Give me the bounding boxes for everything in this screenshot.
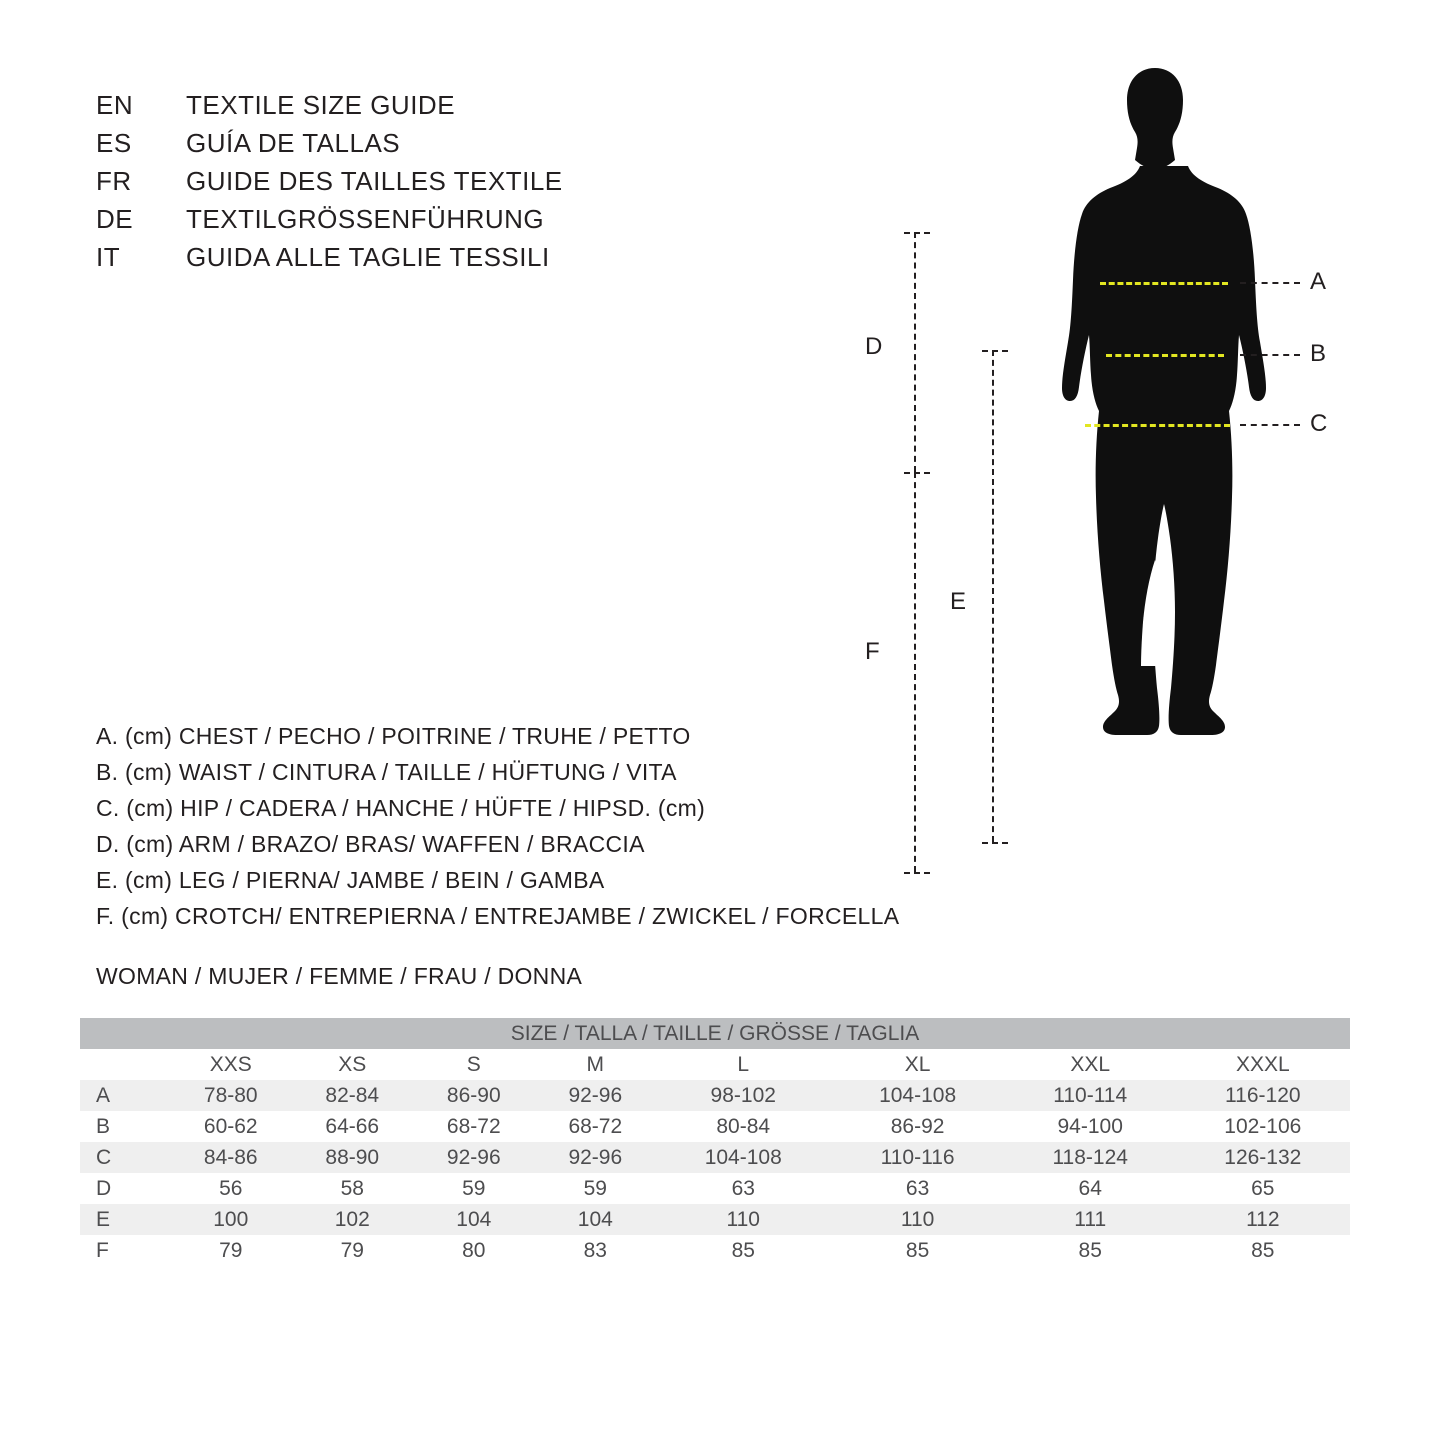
table-header-xxl: XXL: [1005, 1049, 1176, 1080]
row-label-e: E: [80, 1204, 170, 1235]
cell-a-xxs: 78-80: [170, 1080, 292, 1111]
woman-silhouette-icon: [1040, 60, 1270, 890]
table-row: [80, 1235, 1350, 1266]
waist-leader-line: [1240, 354, 1300, 356]
title-lang-it: IT: [96, 242, 121, 272]
row-label-d: D: [80, 1173, 170, 1204]
cell-c-s: 92-96: [413, 1142, 535, 1173]
leg-measure-bar: [992, 350, 994, 842]
cell-a-xxl: 110-114: [1005, 1080, 1176, 1111]
cell-b-xxl: 94-100: [1005, 1111, 1176, 1142]
label-crotch: F: [865, 638, 880, 665]
table-header-s: S: [413, 1049, 535, 1080]
legend-item-chest: A. (cm) CHEST / PECHO / POITRINE / TRUHE / PETTO: [96, 723, 691, 749]
row-label-a: A: [80, 1080, 170, 1111]
chest-measure-line: [1100, 282, 1228, 285]
table-row: [80, 1173, 1350, 1204]
table-row: [80, 1080, 1350, 1111]
cell-d-xxxl: 65: [1176, 1173, 1350, 1204]
table-header-xxs: XXS: [170, 1049, 292, 1080]
cell-e-xs: 102: [292, 1204, 414, 1235]
cell-e-xxs: 100: [170, 1204, 292, 1235]
cell-a-xxxl: 116-120: [1176, 1080, 1350, 1111]
cell-b-s: 68-72: [413, 1111, 535, 1142]
cell-e-xxl: 111: [1005, 1204, 1176, 1235]
cell-d-xs: 58: [292, 1173, 414, 1204]
label-arm: D: [865, 333, 883, 360]
cell-f-xs: 79: [292, 1235, 414, 1266]
cell-a-s: 86-90: [413, 1080, 535, 1111]
legend-item-waist: B. (cm) WAIST / CINTURA / TAILLE / HÜFTUNG / VITA: [96, 759, 677, 785]
cell-d-l: 63: [656, 1173, 830, 1204]
table-row: [80, 1204, 1350, 1235]
measurement-legend: [96, 723, 899, 939]
table-band-label: SIZE / TALLA / TAILLE / GRÖSSE / TAGLIA: [80, 1018, 1350, 1049]
waist-measure-line: [1106, 354, 1224, 357]
legend-item-arm: D. (cm) ARM / BRAZO/ BRAS/ WAFFEN / BRACCIA: [96, 831, 645, 857]
cell-b-m: 68-72: [535, 1111, 657, 1142]
hip-leader-line: [1240, 424, 1300, 426]
crotch-measure-bar: [914, 472, 916, 872]
cell-d-m: 59: [535, 1173, 657, 1204]
cell-b-xl: 86-92: [830, 1111, 1004, 1142]
cell-f-s: 80: [413, 1235, 535, 1266]
table-band-header: [80, 1018, 1350, 1049]
cell-a-m: 92-96: [535, 1080, 657, 1111]
cell-a-l: 98-102: [656, 1080, 830, 1111]
body-measurement-diagram: [840, 60, 1400, 910]
cell-e-m: 104: [535, 1204, 657, 1235]
table-row: [80, 1111, 1350, 1142]
cell-e-xl: 110: [830, 1204, 1004, 1235]
legend-item-leg: E. (cm) LEG / PIERNA/ JAMBE / BEIN / GAMBA: [96, 867, 605, 893]
title-row: [96, 166, 563, 204]
cell-f-xxxl: 85: [1176, 1235, 1350, 1266]
cell-b-l: 80-84: [656, 1111, 830, 1142]
size-table-wrap: [80, 1018, 1350, 1266]
cell-a-xs: 82-84: [292, 1080, 414, 1111]
chest-leader-line: [1240, 282, 1300, 284]
cell-f-m: 83: [535, 1235, 657, 1266]
table-header-blank: [80, 1049, 170, 1080]
title-lang-en: EN: [96, 90, 134, 120]
title-text-es: GUÍA DE TALLAS: [186, 128, 401, 158]
cell-f-l: 85: [656, 1235, 830, 1266]
cell-f-xxs: 79: [170, 1235, 292, 1266]
table-header-l: L: [656, 1049, 830, 1080]
cell-f-xxl: 85: [1005, 1235, 1176, 1266]
table-header-m: M: [535, 1049, 657, 1080]
row-label-c: C: [80, 1142, 170, 1173]
title-text-en: TEXTILE SIZE GUIDE: [186, 90, 456, 120]
row-label-f: F: [80, 1235, 170, 1266]
cell-d-s: 59: [413, 1173, 535, 1204]
title-row: [96, 128, 563, 166]
cell-e-s: 104: [413, 1204, 535, 1235]
title-lang-de: DE: [96, 204, 134, 234]
label-chest: A: [1310, 268, 1327, 295]
title-text-de: TEXTILGRÖSSENFÜHRUNG: [186, 204, 545, 234]
cell-d-xxs: 56: [170, 1173, 292, 1204]
title-row: [96, 204, 563, 242]
title-text-fr: GUIDE DES TAILLES TEXTILE: [186, 166, 563, 196]
arm-measure-cap-bottom: [904, 472, 930, 474]
legend-item-crotch: F. (cm) CROTCH/ ENTREPIERNA / ENTREJAMBE / ZWICKEL / FORCELLA: [96, 903, 900, 929]
label-leg: E: [950, 588, 967, 615]
cell-c-xxl: 118-124: [1005, 1142, 1176, 1173]
cell-a-xl: 104-108: [830, 1080, 1004, 1111]
table-row: [80, 1142, 1350, 1173]
table-header-xs: XS: [292, 1049, 414, 1080]
category-label: WOMAN / MUJER / FEMME / FRAU / DONNA: [96, 963, 583, 989]
label-waist: B: [1310, 340, 1327, 367]
cell-b-xxxl: 102-106: [1176, 1111, 1350, 1142]
cell-c-xxxl: 126-132: [1176, 1142, 1350, 1173]
cell-c-m: 92-96: [535, 1142, 657, 1173]
hip-measure-line: [1085, 424, 1230, 427]
cell-e-l: 110: [656, 1204, 830, 1235]
table-header-xl: XL: [830, 1049, 1004, 1080]
arm-measure-bar: [914, 232, 916, 472]
title-lang-fr: FR: [96, 166, 132, 196]
cell-b-xxs: 60-62: [170, 1111, 292, 1142]
title-row: [96, 90, 563, 128]
cell-c-l: 104-108: [656, 1142, 830, 1173]
cell-c-xxs: 84-86: [170, 1142, 292, 1173]
cell-b-xs: 64-66: [292, 1111, 414, 1142]
title-lang-es: ES: [96, 128, 132, 158]
leg-measure-cap-top: [982, 350, 1008, 352]
arm-measure-cap-top: [904, 232, 930, 234]
title-row: [96, 242, 563, 280]
cell-c-xs: 88-90: [292, 1142, 414, 1173]
table-header-row: [80, 1049, 1350, 1080]
size-table: [80, 1018, 1350, 1266]
crotch-measure-cap-bottom: [904, 872, 930, 874]
table-header-xxxl: XXXL: [1176, 1049, 1350, 1080]
legend-item-hip: C. (cm) HIP / CADERA / HANCHE / HÜFTE / HIPSD. (cm): [96, 795, 706, 821]
cell-c-xl: 110-116: [830, 1142, 1004, 1173]
title-block: [96, 90, 563, 280]
cell-d-xl: 63: [830, 1173, 1004, 1204]
cell-d-xxl: 64: [1005, 1173, 1176, 1204]
row-label-b: B: [80, 1111, 170, 1142]
cell-f-xl: 85: [830, 1235, 1004, 1266]
title-text-it: GUIDA ALLE TAGLIE TESSILI: [186, 242, 550, 272]
cell-e-xxxl: 112: [1176, 1204, 1350, 1235]
label-hip: C: [1310, 410, 1328, 437]
leg-measure-cap-bottom: [982, 842, 1008, 844]
